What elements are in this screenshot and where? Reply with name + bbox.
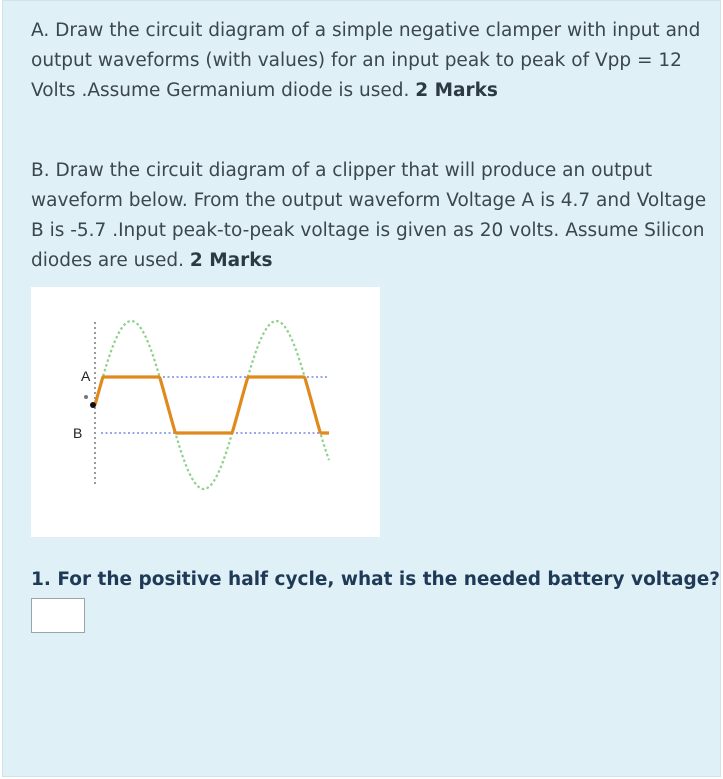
answer-input[interactable] bbox=[31, 598, 85, 633]
label-a: A bbox=[81, 368, 91, 384]
clipped-output-wave bbox=[95, 377, 329, 433]
label-b: B bbox=[73, 425, 83, 441]
question-b-text: B. Draw the circuit diagram of a clipper that will produce an output waveform below. From the output waveform Voltage A is 4.7 and Voltage B is -5.7 .Input peak-to-peak voltage is given as 20 volts. Assume Silicon diodes are used. bbox=[31, 160, 707, 271]
battery-voltage-question: 1. For the positive half cycle, what is the needed battery voltage? bbox=[31, 569, 720, 590]
zero-dot bbox=[84, 395, 88, 399]
question-b bbox=[31, 156, 711, 276]
question-panel bbox=[2, 0, 721, 777]
input-sine-wave bbox=[95, 321, 329, 489]
question-b-marks: 2 Marks bbox=[189, 250, 273, 271]
question-a bbox=[31, 16, 711, 106]
question-a-marks: 2 Marks bbox=[415, 80, 498, 101]
clipper-waveform-figure bbox=[31, 287, 380, 537]
question-a-text: A. Draw the circuit diagram of a simple negative clamper with input and output waveforms (with values) for an input peak to peak of Vpp = 12 Volts .Assume Germanium diode is used. bbox=[31, 20, 701, 101]
waveform-diagram bbox=[31, 287, 380, 537]
origin-dot bbox=[90, 402, 96, 408]
